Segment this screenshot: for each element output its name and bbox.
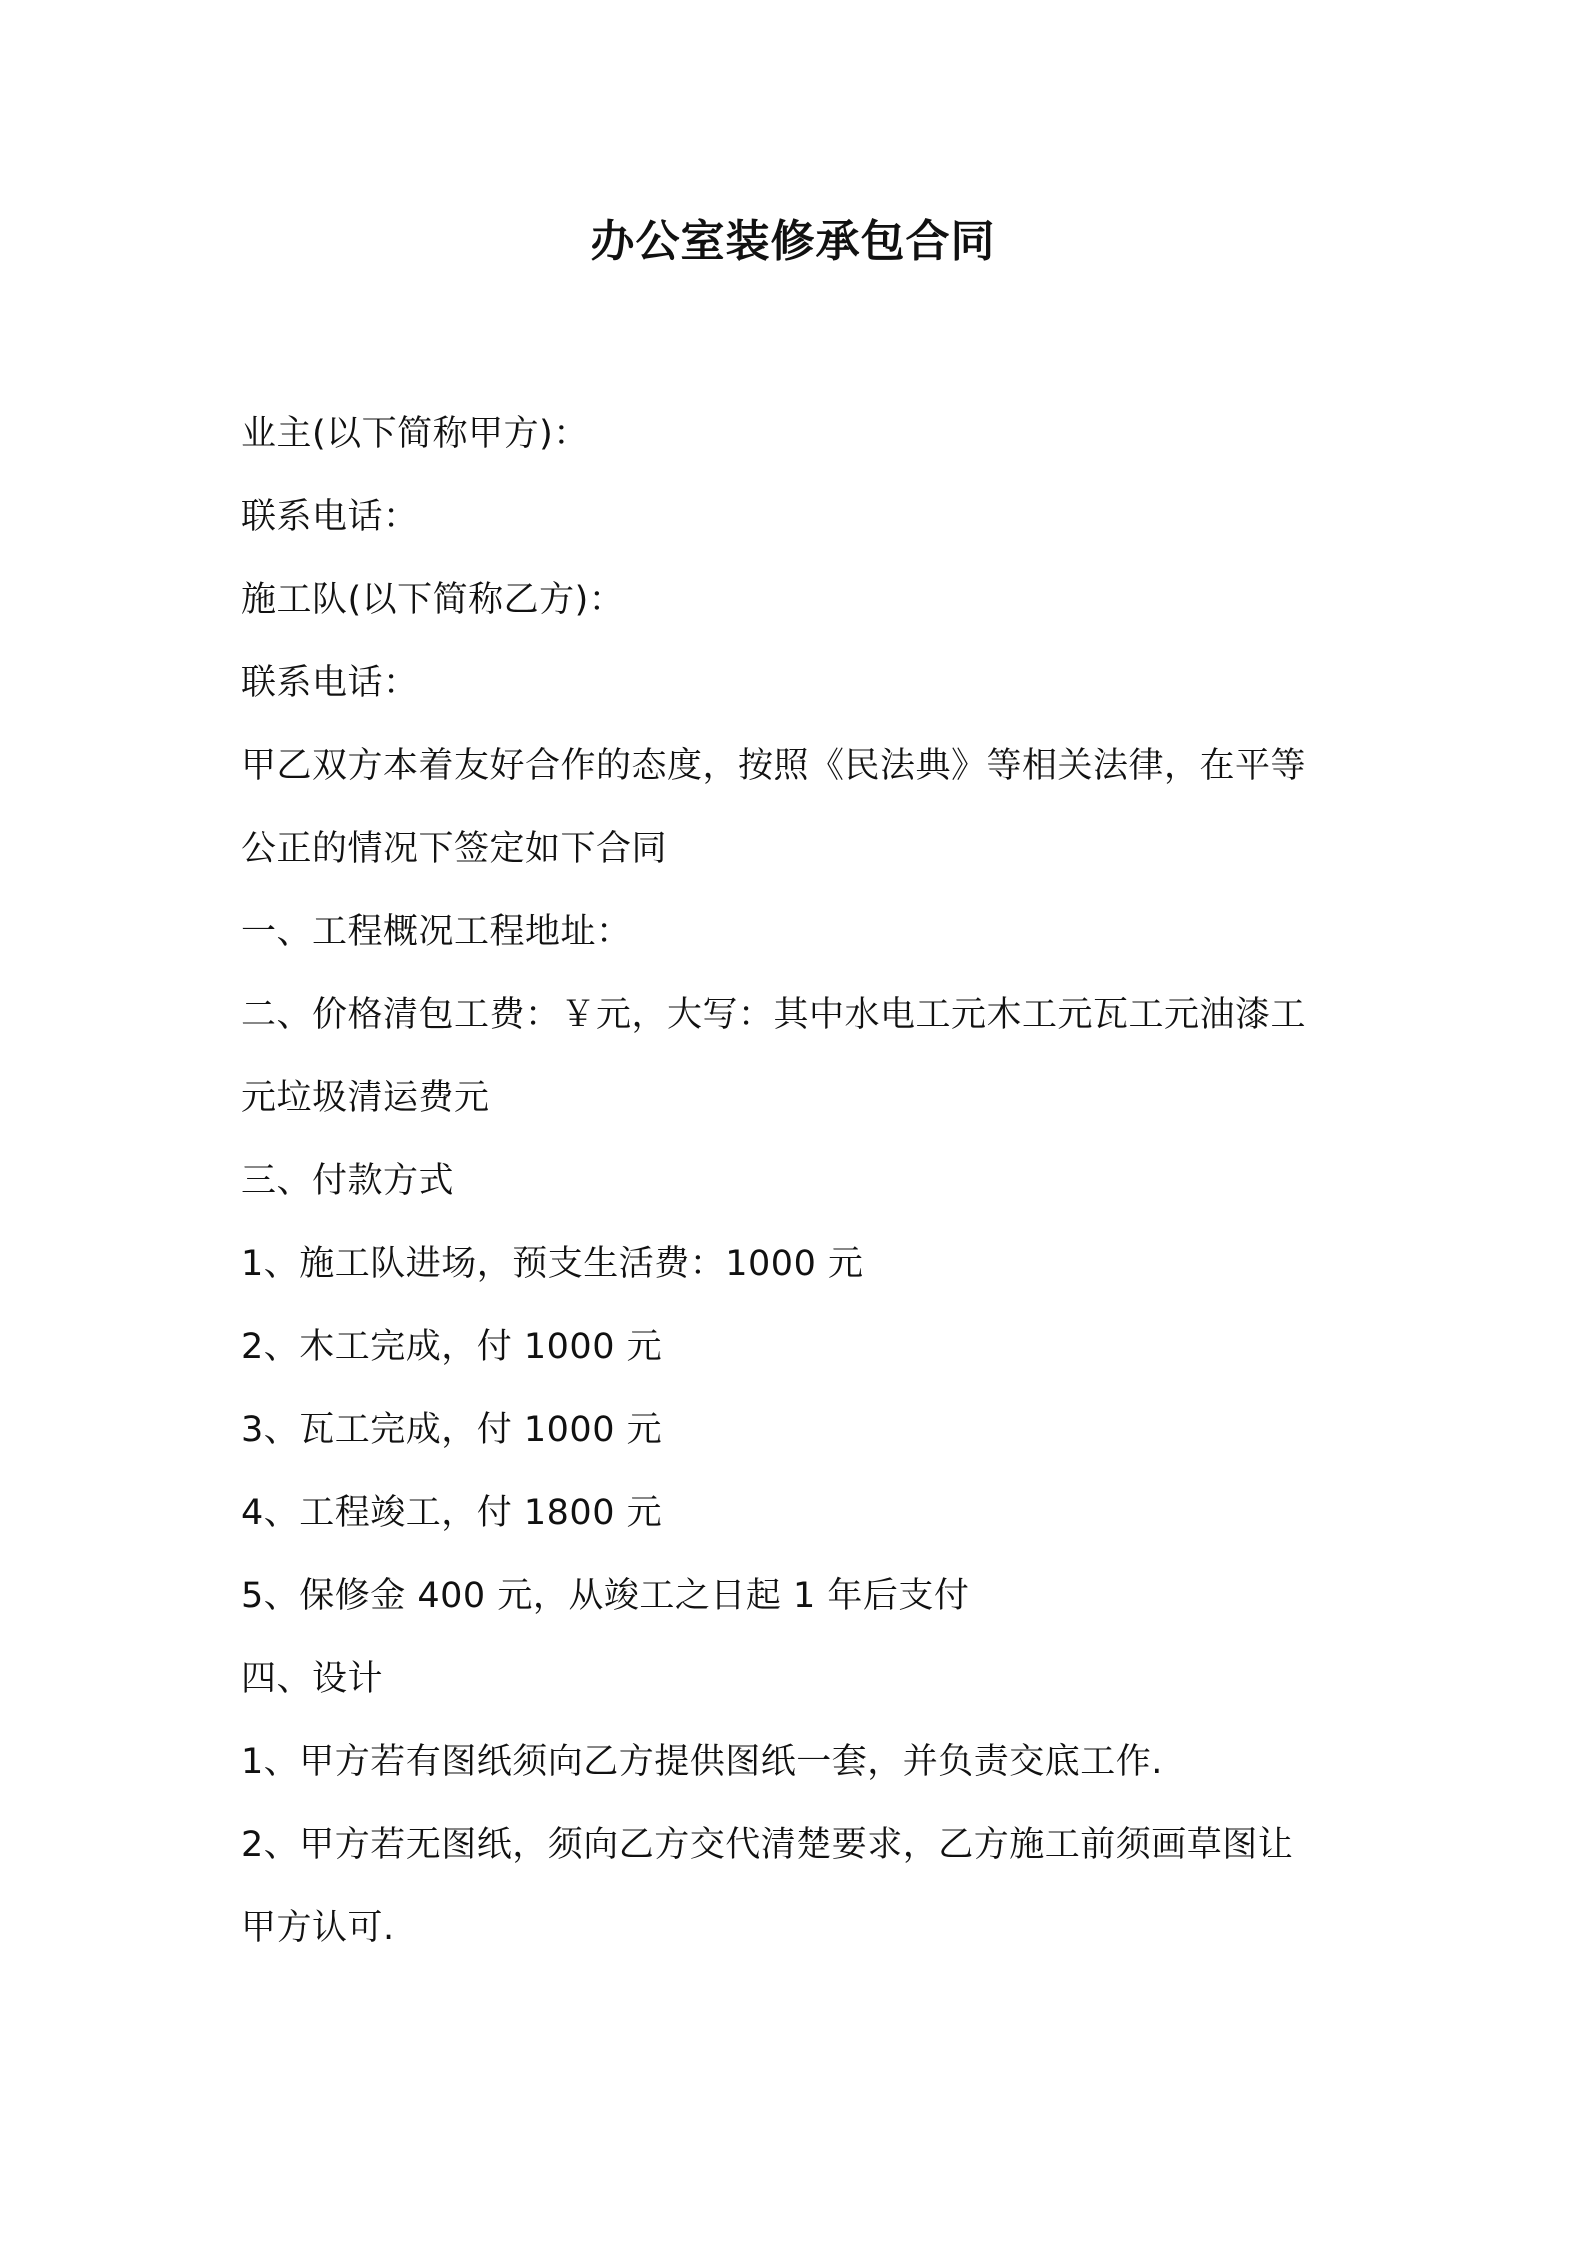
preamble-line-1: 甲乙双方本着友好合作的态度，按照《民法典》等相关法律，在平等 bbox=[241, 746, 1307, 786]
contractor-line: 施工队(以下简称乙方)： bbox=[241, 580, 625, 620]
design-item-2-line-1: 2、甲方若无图纸，须向乙方交代清楚要求，乙方施工前须画草图让 bbox=[241, 1825, 1294, 1865]
owner-line: 业主(以下简称甲方)： bbox=[241, 414, 589, 454]
section-3-heading: 三、付款方式 bbox=[241, 1161, 455, 1201]
payment-item-2: 2、木工完成，付 1000 元 bbox=[241, 1327, 663, 1367]
design-item-1: 1、甲方若有图纸须向乙方提供图纸一套，并负责交底工作. bbox=[241, 1742, 1163, 1782]
section-1-heading: 一、工程概况工程地址： bbox=[241, 912, 632, 952]
owner-phone-line: 联系电话： bbox=[241, 497, 419, 537]
section-2-line-2: 元垃圾清运费元 bbox=[241, 1078, 490, 1118]
document-body bbox=[241, 404, 1361, 1981]
payment-item-1: 1、施工队进场，预支生活费：1000 元 bbox=[241, 1244, 864, 1284]
section-4-heading: 四、设计 bbox=[241, 1659, 384, 1699]
section-2-line-1: 二、价格清包工费：￥元，大写：其中水电工元木工元瓦工元油漆工 bbox=[241, 995, 1307, 1035]
design-item-2-line-2: 甲方认可. bbox=[241, 1908, 395, 1948]
payment-item-3: 3、瓦工完成，付 1000 元 bbox=[241, 1410, 663, 1450]
payment-item-4: 4、工程竣工，付 1800 元 bbox=[241, 1493, 663, 1533]
payment-item-5: 5、保修金 400 元，从竣工之日起 1 年后支付 bbox=[241, 1576, 970, 1616]
document-title: 办公室装修承包合同 bbox=[590, 216, 996, 267]
preamble-line-2: 公正的情况下签定如下合同 bbox=[241, 829, 668, 869]
contractor-phone-line: 联系电话： bbox=[241, 663, 419, 703]
